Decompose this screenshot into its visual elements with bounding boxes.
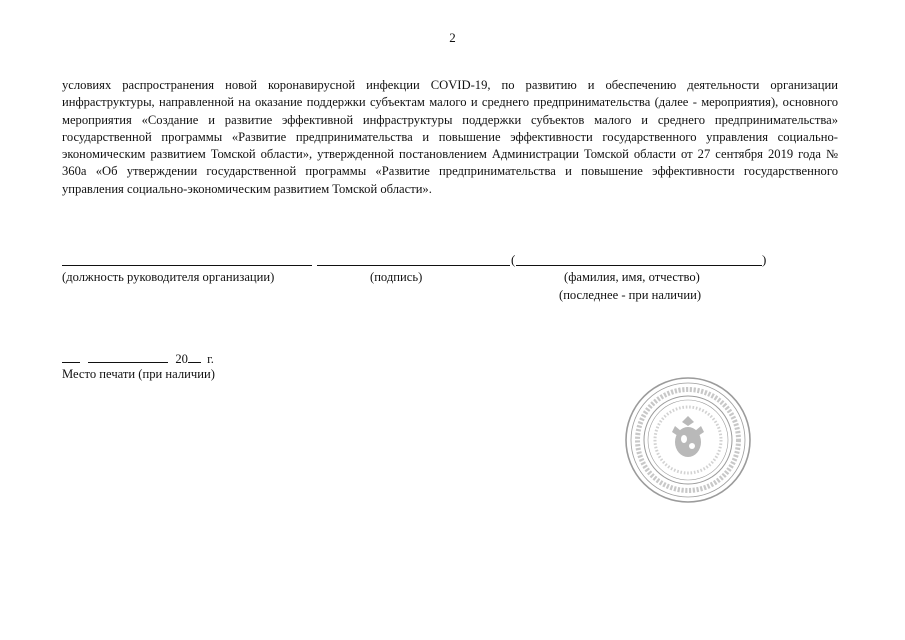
position-line — [62, 265, 312, 266]
round-seal-stamp — [624, 376, 752, 504]
year-blank — [188, 350, 201, 363]
date-line — [62, 350, 214, 367]
name-close-paren: ) — [762, 252, 767, 267]
body-paragraph: условиях распространения новой коронавирусной инфекции COVID-19, по развитию и обеспечению деятельности организации инфраструктуры, направленной на оказание поддержки субъектам малого и среднего предпринимательства (далее - мероприятия), основного мероприятия «Создание и развитие эффективной инфраструктуры поддержки субъектов малого и среднего предпринимательства» государственной программы «Развитие предпринимательства и повышение эффективности государственного управления социально-экономическим развитием Томской области», утвержденной постановлением Администрации Томской области от 27 сентября 2019 года № 360а «Об утверждении государственной программы «Развитие предпринимательства и повышение эффективности государственного управления социально-экономическим развитием Томской области». — [62, 78, 838, 196]
page-number: 2 — [449, 30, 456, 45]
month-blank — [88, 350, 168, 363]
name-line — [516, 265, 762, 266]
position-caption: (должность руководителя организации) — [62, 270, 275, 284]
year-suffix: г. — [207, 352, 214, 366]
stamp-label: Место печати (при наличии) — [62, 367, 215, 381]
name-open-paren: ( — [511, 252, 516, 267]
name-caption-note: (последнее - при наличии) — [559, 288, 702, 302]
signature-caption: (подпись) — [370, 270, 423, 284]
day-blank — [62, 350, 80, 363]
signature-line — [317, 265, 510, 266]
year-prefix: 20 — [175, 352, 188, 366]
name-caption: (фамилия, имя, отчество) — [564, 270, 700, 284]
seal-emblem — [672, 416, 704, 457]
